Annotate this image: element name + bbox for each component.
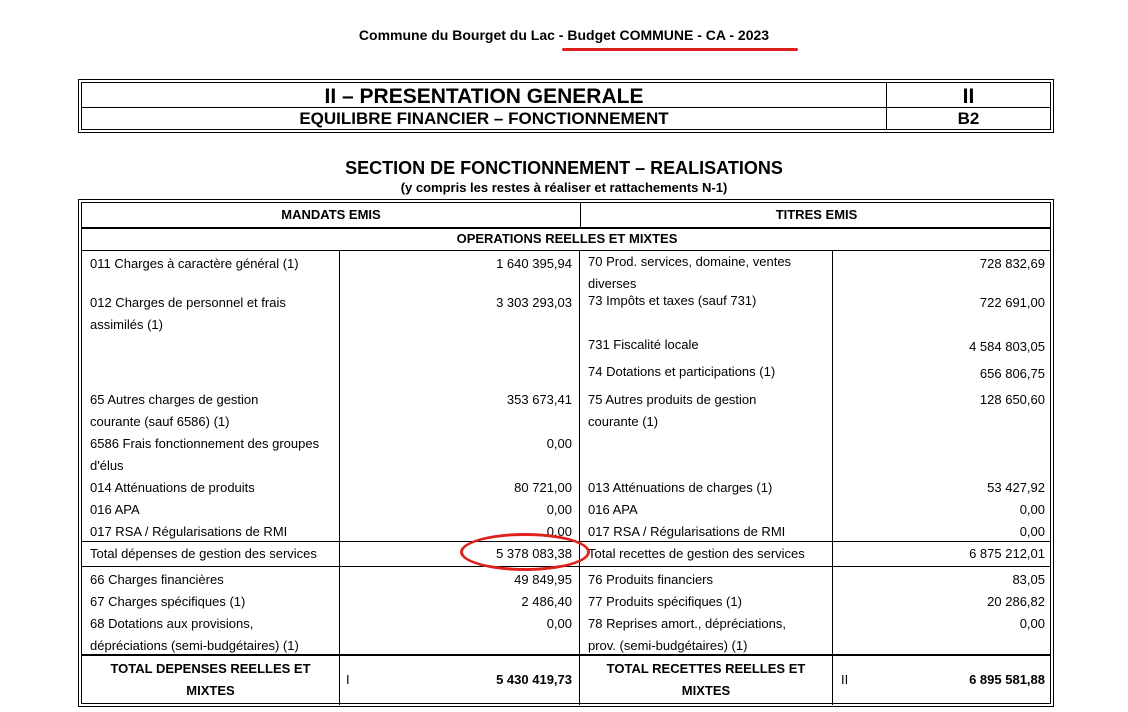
table-cell-value: 0,00 xyxy=(1019,524,1045,539)
table-cell-value: 0,00 xyxy=(546,502,572,517)
table-cell-value: 353 673,41 xyxy=(506,392,572,407)
table-row: 014 Atténuations de produits xyxy=(90,480,255,495)
total-right-label: TOTAL RECETTES REELLES ET MIXTES xyxy=(606,661,806,698)
table-cell-value: 53 427,92 xyxy=(987,480,1045,495)
table-cell-value: 728 832,69 xyxy=(979,256,1045,271)
total-right-mark: II xyxy=(841,672,849,687)
table-cell-value: 80 721,00 xyxy=(514,480,572,495)
title-main: II – PRESENTATION GENERALE xyxy=(82,83,887,108)
header-prefix: Commune du Bourget du Lac - xyxy=(358,27,568,43)
table-row: 76 Produits financiers xyxy=(588,572,714,587)
table-row: 012 Charges de personnel et frais assimilés (1) xyxy=(90,295,286,332)
subtotal-right-value: 6 875 212,01 xyxy=(969,546,1045,561)
header-operations: OPERATIONS REELLES ET MIXTES xyxy=(456,231,678,246)
subtotal-left-label: Total dépenses de gestion des services xyxy=(90,546,317,561)
title-main-code: II xyxy=(887,83,1050,108)
table-cell-value: 0,00 xyxy=(1019,616,1045,631)
table-cell-value: 0,00 xyxy=(546,616,572,631)
header-budget-title: Budget COMMUNE - CA - 2023 xyxy=(567,27,770,43)
budget-table xyxy=(78,199,1054,707)
table-row: 016 APA xyxy=(90,502,140,517)
table-cell-value: 1 640 395,94 xyxy=(496,256,572,271)
title-sub: EQUILIBRE FINANCIER – FONCTIONNEMENT xyxy=(82,108,887,129)
total-left-value: 5 430 419,73 xyxy=(496,672,572,687)
table-row: 66 Charges financières xyxy=(90,572,224,587)
table-row: 011 Charges à caractère général (1) xyxy=(90,256,299,271)
table-row: 77 Produits spécifiques (1) xyxy=(588,594,742,609)
subtotal-left-value: 5 378 083,38 xyxy=(496,546,572,561)
table-cell-value: 0,00 xyxy=(546,436,572,451)
table-cell-value: 0,00 xyxy=(1019,502,1045,517)
table-row: 75 Autres produits de gestion courante (1) xyxy=(588,392,757,429)
table-row: 78 Reprises amort., dépréciations, prov. (semi-budgétaires) (1) xyxy=(588,616,786,653)
table-cell-value: 2 486,40 xyxy=(521,594,572,609)
table-row: 017 RSA / Régularisations de RMI xyxy=(588,524,786,539)
table-row: 016 APA xyxy=(588,502,638,517)
table-row: 67 Charges spécifiques (1) xyxy=(90,594,246,609)
header-mandats: MANDATS EMIS xyxy=(281,207,381,222)
table-row: 74 Dotations et participations (1) xyxy=(588,364,776,379)
table-cell-value: 49 849,95 xyxy=(514,572,572,587)
table-row: 65 Autres charges de gestion courante (sauf 6586) (1) xyxy=(90,392,259,429)
section-title: SECTION DE FONCTIONNEMENT – REALISATIONS xyxy=(345,158,783,178)
table-row: 73 Impôts et taxes (sauf 731) xyxy=(588,293,757,308)
table-cell-value: 722 691,00 xyxy=(979,295,1045,310)
table-cell-value: 3 303 293,03 xyxy=(496,295,572,310)
table-cell-value: 128 650,60 xyxy=(979,392,1045,407)
table-row: 731 Fiscalité locale xyxy=(588,337,699,352)
red-underline-annotation xyxy=(562,48,798,51)
title-box xyxy=(78,79,1054,133)
total-right-value: 6 895 581,88 xyxy=(969,672,1045,687)
table-row: 017 RSA / Régularisations de RMI xyxy=(90,524,288,539)
table-cell-value: 0,00 xyxy=(546,524,572,539)
total-left-mark: I xyxy=(346,672,350,687)
document-header xyxy=(0,27,1128,43)
table-cell-value: 656 806,75 xyxy=(979,366,1045,381)
red-circle-annotation xyxy=(460,533,590,571)
title-sub-code: B2 xyxy=(957,109,980,128)
header-titres: TITRES EMIS xyxy=(775,207,858,222)
table-row: 70 Prod. services, domaine, ventes diverses xyxy=(588,254,792,291)
table-row: 013 Atténuations de charges (1) xyxy=(588,480,773,495)
subtotal-right-label: Total recettes de gestion des services xyxy=(588,546,805,561)
table-row: 6586 Frais fonctionnement des groupes d'élus xyxy=(90,436,320,473)
section-subtitle: (y compris les restes à réaliser et rattachements N-1) xyxy=(400,180,728,195)
table-cell-value: 4 584 803,05 xyxy=(969,339,1045,354)
table-row: 68 Dotations aux provisions, dépréciations (semi-budgétaires) (1) xyxy=(90,616,299,653)
total-left-label: TOTAL DEPENSES REELLES ET MIXTES xyxy=(110,661,311,698)
table-cell-value: 20 286,82 xyxy=(987,594,1045,609)
table-cell-value: 83,05 xyxy=(1012,572,1045,587)
